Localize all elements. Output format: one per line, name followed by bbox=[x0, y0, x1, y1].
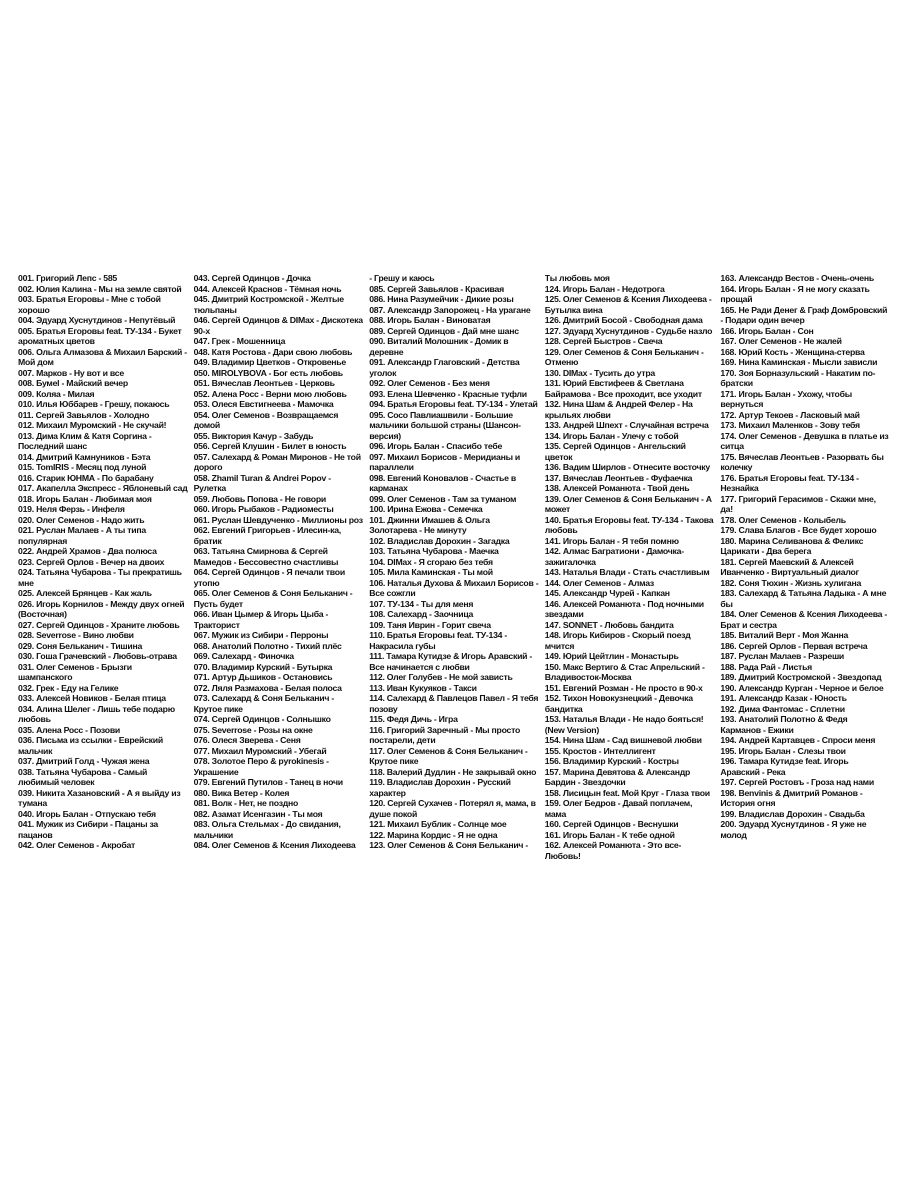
track-entry: 148. Игорь Кибиров - Скорый поезд мчится bbox=[544, 630, 691, 651]
track-entry: 087. Александр Запорожец - На урагане bbox=[369, 304, 531, 315]
track-entry: 160. Сергей Одинцов - Веснушки bbox=[544, 819, 679, 829]
track-entry: 078. Золотое Перо & pyrokinesis - Украшение bbox=[193, 756, 329, 777]
track-entry: 133. Андрей Шпехт - Случайная встреча bbox=[544, 420, 709, 430]
track-entry: 065. Олег Семенов & Соня Бельканич - Пусть будет bbox=[193, 588, 353, 609]
track-column-5 bbox=[720, 273, 890, 943]
track-entry: 143. Наталья Влади - Стать счастливым bbox=[544, 567, 710, 577]
track-entry: 166. Игорь Балан - Сон bbox=[720, 325, 814, 336]
track-entry: 036. Письма из ссылки - Еврейский мальчик bbox=[18, 735, 163, 756]
track-entry: 119. Владислав Дорохин - Русский характер bbox=[369, 777, 511, 798]
track-entry: 101. Джинни Имашев & Ольга Золотарева - Не минуту bbox=[369, 514, 490, 535]
track-entry: 181. Сергей Маевский & Алексей Иванченко - Виртуальный диалог bbox=[720, 556, 859, 577]
track-entry: 124. Игорь Балан - Недотрога bbox=[544, 283, 665, 294]
track-entry: 146. Алексей Романюта - Под ночными звездами bbox=[544, 598, 704, 619]
track-entry: 134. Игорь Балан - Улечу с тобой bbox=[544, 430, 679, 441]
track-entry: 191. Александр Казак - Юность bbox=[720, 693, 847, 703]
track-entry: 026. Игорь Корнилов - Между двух огней (Восточная) bbox=[18, 598, 185, 619]
track-entry: 048. Катя Ростова - Дари свою любовь bbox=[193, 346, 353, 357]
track-entry: 076. Олеся Зверева - Сеня bbox=[193, 735, 301, 745]
track-entry: 189. Дмитрий Костромской - Звездопад bbox=[720, 672, 882, 682]
track-entry: 154. Нина Шам - Сад вишневой любви bbox=[544, 735, 702, 745]
track-entry: 177. Григорий Герасимов - Скажи мне, да! bbox=[720, 493, 876, 514]
track-entry: 200. Эдуард Хуснутдинов - Я уже не молод bbox=[720, 819, 867, 840]
track-entry: 067. Мужик из Сибири - Перроны bbox=[193, 630, 329, 640]
track-entry: 139. Олег Семенов & Соня Бельканич - А может bbox=[544, 493, 712, 514]
track-entry: 158. Лисицын feat. Мой Круг - Глаза твои bbox=[544, 787, 710, 798]
track-entry: 149. Юрий Цейтлин - Монастырь bbox=[544, 651, 679, 661]
track-entry: 098. Евгений Коновалов - Счастье в карманах bbox=[369, 472, 516, 493]
track-entry: 095. Сосо Павлиашвили - Большие мальчики большой страны (Шансон-версия) bbox=[369, 409, 521, 441]
track-entry: 086. Нина Разумейчик - Дикие розы bbox=[369, 294, 514, 304]
track-entry: 091. Александр Глаговский - Детства уголок bbox=[369, 357, 520, 378]
track-entry: 145. Александр Чурей - Капкан bbox=[544, 588, 670, 598]
track-entry: 092. Олег Семенов - Без меня bbox=[369, 378, 490, 388]
track-entry: 187. Руслан Малаев - Разреши bbox=[720, 651, 845, 661]
track-entry: 038. Татьяна Чубарова - Самый любимый человек bbox=[18, 766, 148, 787]
track-entry: 099. Олег Семенов - Там за туманом bbox=[369, 493, 517, 504]
track-entry: 002. Юлия Калина - Мы на земле святой bbox=[18, 283, 182, 294]
track-entry: 019. Неля Ферзь - Инфеля bbox=[18, 504, 125, 514]
track-entry: 135. Сергей Одинцов - Ангельский цветок bbox=[544, 441, 686, 462]
track-entry: 153. Наталья Влади - Не надо бояться! (New Version) bbox=[544, 714, 704, 735]
track-entry: 062. Евгений Григорьев - Илесин-ка, братик bbox=[193, 525, 341, 546]
track-entry: 157. Марина Девятова & Александр Бардин - Звездочки bbox=[544, 766, 691, 787]
track-entry: 027. Сергей Одинцов - Храните любовь bbox=[18, 619, 180, 630]
track-entry: 009. Коляа - Милая bbox=[18, 388, 95, 399]
track-entry: 141. Игорь Балан - Я тебя помню bbox=[544, 535, 679, 546]
track-entry: 011. Сергей Завьялов - Холодно bbox=[18, 409, 150, 420]
track-entry: 199. Владислав Дорохин - Свадьба bbox=[720, 808, 865, 819]
track-entry: 064. Сергей Одинцов - Я печали твои утопю bbox=[193, 567, 345, 588]
track-entry: 060. Игорь Рыбаков - Радиоместы bbox=[193, 504, 334, 514]
track-entry: 171. Игорь Балан - Ухожу, чтобы вернуться bbox=[720, 388, 852, 409]
track-entry: 178. Олег Семенов - Колыбель bbox=[720, 514, 846, 525]
track-entry: 014. Дмитрий Камнуников - Бэта bbox=[18, 451, 151, 462]
track-entry: 197. Сергей Ростовъ - Гроза над нами bbox=[720, 777, 874, 787]
track-entry: 033. Алексей Новиков - Белая птица bbox=[18, 693, 166, 703]
track-entry: 058. Zhamil Turan & Andrei Popov - Рулетка bbox=[193, 472, 331, 493]
track-entry: 077. Михаил Муромский - Убегай bbox=[193, 745, 327, 756]
track-entry: 028. Severrose - Вино любви bbox=[18, 630, 134, 640]
track-entry: 040. Игорь Балан - Отпускаю тебя bbox=[18, 808, 156, 819]
track-entry: 041. Мужик из Сибири - Пацаны за пацанов bbox=[18, 819, 158, 840]
track-entry: 035. Алена Росс - Позови bbox=[18, 724, 121, 735]
track-entry: 093. Елена Шевченко - Красные туфли bbox=[369, 388, 527, 399]
track-entry: 049. Владимир Цветков - Откровенье bbox=[193, 357, 346, 367]
track-entry: 121. Михаил Бублик - Солнце мое bbox=[369, 819, 507, 829]
track-entry: 179. Слава Благов - Все будет хорошо bbox=[720, 525, 877, 535]
track-entry: 118. Валерий Дудлин - Не закрывай окно bbox=[369, 766, 537, 777]
track-entry: 030. Гоша Грачевский - Любовь-отрава bbox=[18, 651, 177, 661]
track-entry: 167. Олег Семенов - Не жалей bbox=[720, 336, 842, 346]
track-entry: 047. Грек - Мошенница bbox=[193, 336, 286, 346]
track-entry: 132. Нина Шам & Андрей Фелер - На крыльях любви bbox=[544, 399, 693, 420]
track-entry: 016. Старик ЮНМА - По барабану bbox=[18, 472, 154, 483]
track-entry: 042. Олег Семенов - Акробат bbox=[18, 840, 136, 850]
track-entry: 051. Вячеслав Леонтьев - Церковь bbox=[193, 378, 335, 388]
track-entry: 006. Ольга Алмазова & Михаил Барский - Мой дом bbox=[18, 346, 187, 367]
track-entry: Ты любовь моя bbox=[544, 273, 610, 283]
track-entry: 102. Владислав Дорохин - Загадка bbox=[369, 535, 510, 546]
track-entry: 120. Сергей Сухачев - Потерял я, мама, в душе покой bbox=[369, 798, 536, 819]
track-entry: 193. Анатолий Полотно & Федя Карманов - Ежики bbox=[720, 714, 848, 735]
track-entry: 084. Олег Семенов & Ксения Лиходеева bbox=[193, 840, 356, 850]
track-entry: 106. Наталья Духова & Михаил Борисов - Все сожгли bbox=[369, 577, 539, 598]
track-entry: 196. Тамара Кутидзе feat. Игорь Аравский - Река bbox=[720, 756, 849, 777]
track-entry: 184. Олег Семенов & Ксения Лиходеева - Брат и сестра bbox=[720, 609, 888, 630]
track-entry: 097. Михаил Борисов - Меридианы и параллели bbox=[369, 451, 520, 472]
track-entry: 174. Олег Семенов - Девушка в платье из ситца bbox=[720, 430, 889, 451]
track-entry: 024. Татьяна Чубарова - Ты прекратишь мне bbox=[18, 567, 182, 588]
track-entry: 074. Сергей Одинцов - Солнышко bbox=[193, 714, 331, 724]
track-entry: 094. Братья Егоровы feat. ТУ-134 - Улетай bbox=[369, 399, 538, 409]
track-entry: 057. Салехард & Роман Миронов - Не той дорого bbox=[193, 451, 361, 472]
track-entry: 073. Салехард & Соня Бельканич - Крутое пике bbox=[193, 693, 334, 714]
track-entry: 137. Вячеслав Леонтьев - Фуфаечка bbox=[544, 472, 693, 483]
track-entry: 194. Андрей Картавцев - Спроси меня bbox=[720, 735, 876, 745]
track-entry: 173. Михаил Маленков - Зову тебя bbox=[720, 420, 860, 430]
track-entry: 185. Виталий Верт - Моя Жанна bbox=[720, 630, 849, 640]
track-entry: 180. Марина Селиванова & Феликс Царикати - Два берега bbox=[720, 535, 864, 556]
track-entry: 015. TomIRIS - Месяц под луной bbox=[18, 462, 147, 472]
track-entry: 112. Олег Голубев - Не мой зависть bbox=[369, 672, 513, 682]
track-entry: 152. Тихон Новокузнецкий - Девочка бандитка bbox=[544, 693, 693, 714]
track-entry: 188. Рада Рай - Листья bbox=[720, 661, 812, 672]
track-entry: 183. Салехард & Татьяна Ладыка - А мне бы bbox=[720, 588, 887, 609]
track-column-1 bbox=[18, 273, 188, 943]
track-entry: 192. Дима Фантомас - Сплетни bbox=[720, 703, 845, 714]
track-entry: 161. Игорь Балан - К тебе одной bbox=[544, 829, 675, 840]
track-entry: 052. Алена Росс - Верни мою любовь bbox=[193, 388, 347, 399]
track-entry: 140. Братья Егоровы feat. ТУ-134 - Такова любовь bbox=[544, 514, 714, 535]
track-entry: 085. Сергей Завьялов - Красивая bbox=[369, 283, 504, 294]
track-entry: 020. Олег Семенов - Надо жить bbox=[18, 514, 145, 525]
track-entry: 017. Акапелла Экспресс - Яблоневый сад bbox=[18, 483, 188, 493]
track-entry: 195. Игорь Балан - Слезы твои bbox=[720, 745, 846, 756]
track-entry: 031. Олег Семенов - Брызги шампанского bbox=[18, 661, 132, 682]
track-entry: 037. Дмитрий Голд - Чужая жена bbox=[18, 756, 150, 766]
track-entry: 156. Владимир Курский - Костры bbox=[544, 756, 679, 766]
track-entry: 147. SONNET - Любовь бандита bbox=[544, 619, 674, 630]
track-entry: 045. Дмитрий Костромской - Желтые тюльпаны bbox=[193, 294, 344, 315]
track-entry: 108. Салехард - Заочница bbox=[369, 609, 474, 619]
track-entry: 090. Виталий Молошник - Домик в деревне bbox=[369, 336, 509, 357]
track-entry: 168. Юрий Кость - Женщина-стерва bbox=[720, 346, 865, 357]
track-entry: 170. Зоя Борназульский - Накатим по-братски bbox=[720, 367, 876, 388]
track-entry: 069. Салехард - Финочка bbox=[193, 651, 294, 661]
track-entry: 138. Алексей Романюта - Твой день bbox=[544, 483, 690, 493]
track-entry: 056. Сергей Клушин - Билет в юность bbox=[193, 441, 347, 451]
track-entry: 059. Любовь Попова - Не говори bbox=[193, 493, 326, 504]
track-entry: 155. Кростов - Интеллигент bbox=[544, 745, 656, 756]
track-entry: 150. Макс Вертиго & Стас Апрельский - Владивосток-Москва bbox=[544, 661, 705, 682]
track-entry: 010. Илья Юббарев - Грешу, покаюсь bbox=[18, 399, 170, 409]
track-entry: 126. Дмитрий Босой - Свободная дама bbox=[544, 315, 703, 325]
track-entry: 125. Олег Семенов & Ксения Лиходеева - Бутылка вина bbox=[544, 294, 712, 315]
track-entry: 115. Федя Дичь - Игра bbox=[369, 714, 458, 724]
track-entry: 023. Сергей Орлов - Вечер на двоих bbox=[18, 556, 165, 567]
track-entry: - Грешу и каюсь bbox=[369, 273, 435, 283]
track-entry: 131. Юрий Евстифеев & Светлана Байрамова - Все проходит, все уходит bbox=[544, 378, 702, 399]
track-entry: 025. Алексей Брянцев - Как жаль bbox=[18, 588, 152, 598]
track-column-3 bbox=[369, 273, 539, 943]
track-entry: 075. Severrose - Розы на окне bbox=[193, 724, 313, 735]
track-entry: 063. Татьяна Смирнова & Сергей Мамедов - Бессовестно счастливы bbox=[193, 546, 339, 567]
track-entry: 071. Артур Дьшиков - Остановись bbox=[193, 672, 333, 682]
track-entry: 122. Марина Кордис - Я не одна bbox=[369, 829, 498, 840]
track-entry: 151. Евгений Розман - Не просто в 90-х bbox=[544, 682, 703, 693]
track-entry: 162. Алексей Романюта - Это все-Любовь! bbox=[544, 840, 682, 861]
track-entry: 050. MIROLYBOVA - Бог есть любовь bbox=[193, 367, 343, 378]
track-entry: 113. Иван Кукуяков - Такси bbox=[369, 682, 477, 693]
track-entry: 169. Нина Каминская - Мысли зависли bbox=[720, 357, 878, 367]
track-list-sheet bbox=[18, 273, 890, 943]
track-entry: 081. Волк - Нет, не поздно bbox=[193, 798, 299, 808]
track-entry: 066. Иван Цымер & Игорь Цыба - Тракторист bbox=[193, 609, 329, 630]
track-entry: 068. Анатолий Полотно - Тихий плёс bbox=[193, 640, 342, 651]
track-entry: 164. Игорь Балан - Я не могу сказать прощай bbox=[720, 283, 870, 304]
track-entry: 186. Сергей Орлов - Первая встреча bbox=[720, 640, 868, 651]
track-entry: 082. Азамат Исенгазин - Ты моя bbox=[193, 808, 323, 819]
track-entry: 128. Сергей Быстров - Свеча bbox=[544, 336, 663, 346]
track-entry: 054. Олег Семенов - Возвращаемся домой bbox=[193, 409, 339, 430]
track-entry: 018. Игорь Балан - Любимая моя bbox=[18, 493, 152, 504]
track-entry: 061. Руслан Шевдученко - Миллионы роз bbox=[193, 514, 363, 525]
track-entry: 096. Игорь Балан - Спасибо тебе bbox=[369, 441, 503, 451]
track-entry: 080. Вика Ветер - Колея bbox=[193, 787, 290, 798]
track-entry: 175. Вячеслав Леонтьев - Разорвать бы колечку bbox=[720, 451, 884, 472]
track-entry: 012. Михаил Муромский - Не скучай! bbox=[18, 420, 167, 430]
track-entry: 159. Олег Бедров - Давай поплачем, мама bbox=[544, 798, 693, 819]
track-entry: 123. Олег Семенов & Соня Бельканич - bbox=[369, 840, 529, 850]
track-entry: 136. Вадим Ширлов - Отнесите восточку bbox=[544, 462, 710, 472]
track-entry: 001. Григорий Лепс - 585 bbox=[18, 273, 117, 283]
track-entry: 007. Марков - Ну вот и все bbox=[18, 367, 124, 378]
track-entry: 114. Салехард & Павлецов Павел - Я тебя позову bbox=[369, 693, 539, 714]
track-entry: 044. Алексей Краснов - Тёмная ночь bbox=[193, 283, 342, 294]
track-entry: 105. Мила Каминская - Ты мой bbox=[369, 567, 493, 577]
track-entry: 043. Сергей Одинцов - Дочка bbox=[193, 273, 311, 283]
track-entry: 190. Александр Курган - Черное и белое bbox=[720, 682, 884, 693]
track-entry: 004. Эдуард Хуснутдинов - Непутёвый bbox=[18, 315, 176, 325]
track-entry: 083. Ольга Стельмах - До свидания, мальчики bbox=[193, 819, 341, 840]
track-column-2 bbox=[194, 273, 364, 943]
track-entry: 032. Грек - Еду на Гелике bbox=[18, 682, 119, 693]
track-entry: 053. Олеся Евстигнеева - Мамочка bbox=[193, 399, 334, 409]
track-entry: 116. Григорий Заречный - Мы просто постарели, дети bbox=[369, 724, 521, 745]
track-entry: 103. Татьяна Чубарова - Маечка bbox=[369, 546, 499, 556]
track-entry: 144. Олег Семенов - Алмаз bbox=[544, 577, 654, 588]
track-entry: 129. Олег Семенов & Соня Бельканич - Отменю bbox=[544, 346, 704, 367]
track-entry: 013. Дима Клим & Катя Соргина - Последний шанс bbox=[18, 430, 152, 451]
track-entry: 107. ТУ-134 - Ты для меня bbox=[369, 598, 474, 609]
track-entry: 022. Андрей Храмов - Два полюса bbox=[18, 546, 157, 556]
track-entry: 029. Соня Бельканич - Тишина bbox=[18, 640, 143, 651]
track-entry: 176. Братья Егоровы feat. ТУ-134 - Незнайка bbox=[720, 472, 859, 493]
track-entry: 088. Игорь Балан - Виноватая bbox=[369, 315, 491, 325]
track-entry: 109. Таня Иврин - Горит свеча bbox=[369, 619, 491, 630]
track-entry: 039. Никита Хазановский - А я выйду из тумана bbox=[18, 787, 181, 808]
track-entry: 034. Алина Шелег - Лишь тебе подарю любовь bbox=[18, 703, 175, 724]
track-entry: 165. Не Ради Денег & Граф Домбровский - Подари один вечер bbox=[720, 304, 888, 325]
track-entry: 100. Ирина Ежова - Семечка bbox=[369, 504, 483, 514]
track-entry: 046. Сергей Одинцов & DIMax - Дискотека 90-х bbox=[193, 315, 363, 336]
track-entry: 110. Братья Егоровы feat. ТУ-134 - Накрасила губы bbox=[369, 630, 508, 651]
track-entry: 070. Владимир Курский - Бутырка bbox=[193, 661, 333, 672]
track-entry: 055. Виктория Качур - Забудь bbox=[193, 430, 314, 441]
track-entry: 021. Руслан Малаев - А ты типа популярная bbox=[18, 525, 146, 546]
track-entry: 079. Евгений Путилов - Танец в ночи bbox=[193, 777, 343, 787]
track-entry: 117. Олег Семенов & Соня Бельканич - Крутое пике bbox=[369, 745, 528, 766]
track-entry: 003. Братья Егоровы - Мне с тобой хорошо bbox=[18, 294, 161, 315]
track-entry: 005. Братья Егоровы feat. ТУ-134 - Букет ароматных цветов bbox=[18, 325, 182, 346]
track-entry: 111. Тамара Кутидзе & Игорь Аравский - Все начинается с любви bbox=[369, 651, 533, 672]
track-entry: 089. Сергей Одинцов - Дай мне шанс bbox=[369, 325, 519, 336]
track-entry: 182. Соня Тюхин - Жизнь хулигана bbox=[720, 577, 862, 588]
track-column-4 bbox=[545, 273, 715, 943]
track-entry: 198. Benvinis & Дмитрий Романов - История огня bbox=[720, 787, 863, 808]
track-entry: 130. DIMax - Тусить до утра bbox=[544, 367, 655, 378]
track-entry: 127. Эдуард Хуснутдинов - Судьбе назло bbox=[544, 325, 713, 336]
track-entry: 072. Ляля Размахова - Белая полоса bbox=[193, 682, 342, 693]
track-entry: 163. Александр Вестов - Очень-очень bbox=[720, 273, 874, 283]
track-entry: 142. Алмас Багратиони - Дамочка-зажигалочка bbox=[544, 546, 684, 567]
track-entry: 008. Бумеl - Майский вечер bbox=[18, 378, 128, 388]
track-entry: 104. DIMax - Я сгораю без тебя bbox=[369, 556, 493, 567]
track-entry: 172. Артур Текоев - Ласковый май bbox=[720, 409, 860, 420]
